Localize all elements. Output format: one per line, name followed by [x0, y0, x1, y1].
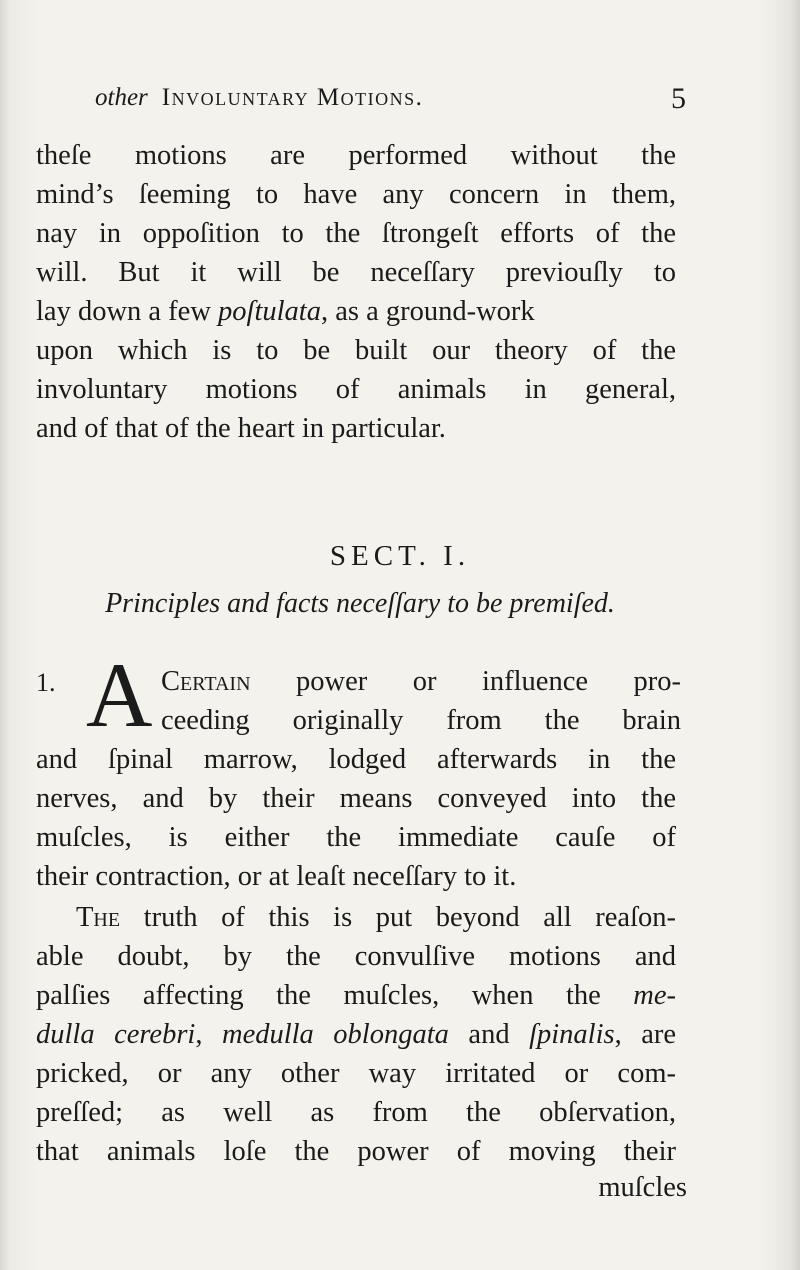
text-run: and — [448, 1019, 530, 1050]
text-run: power or influence pro- — [250, 666, 681, 697]
text-run: , are — [614, 1019, 677, 1050]
text-line: pricked, or any other way irritated or com- — [36, 1058, 676, 1089]
text-line — [36, 898, 676, 937]
text-line: and of that of the heart in particular. — [36, 413, 446, 444]
text-line: able doubt, by the convulſive motions and — [36, 941, 676, 972]
italic-term: ſpinalis — [529, 1019, 615, 1050]
text-run: , as a ground-work — [320, 296, 535, 327]
text-line: theſe motions are performed without the — [36, 140, 676, 171]
running-head-title: Involuntary Motions. — [161, 84, 424, 111]
page-number: 5 — [671, 82, 686, 115]
text-line: mind’s ſeeming to have any concern in them, — [36, 179, 676, 210]
text-line: involuntary motions of animals in general, — [36, 374, 676, 405]
lead-word: Certain — [161, 666, 251, 697]
text-line: nay in oppoſition to the ſtrongeſt efforts of the — [36, 218, 676, 249]
text-line — [36, 292, 676, 331]
text-run: lay down a few — [36, 296, 219, 327]
text-line: will. But it will be neceſſary previouſly to — [36, 257, 676, 288]
text-line — [36, 662, 681, 701]
running-head — [95, 84, 423, 112]
text-line — [36, 976, 676, 1015]
text-run: palſies affecting the muſcles, when the — [36, 980, 634, 1011]
text-run: , — [195, 1019, 222, 1050]
text-line: ceeding originally from the brain — [161, 705, 681, 736]
text-line: nerves, and by their means conveyed into the — [36, 783, 676, 814]
paragraph-top — [36, 136, 676, 448]
text-line: their contraction, or at leaſt neceſſary to it. — [36, 861, 517, 892]
section-heading: SECT. I. — [329, 540, 471, 572]
lead-word: The — [76, 902, 121, 933]
paragraph-1 — [36, 662, 681, 896]
text-line: and ſpinal marrow, lodged afterwards in the — [36, 744, 676, 775]
text-line: that animals loſe the power of moving their — [36, 1136, 676, 1167]
text-line: upon which is to be built our theory of the — [36, 335, 676, 366]
italic-term: poſtulata — [218, 296, 321, 327]
paragraph-2 — [36, 898, 676, 1171]
drop-capital: A — [86, 644, 153, 746]
text-line: muſcles, is either the immediate cauſe of — [36, 822, 676, 853]
page-header — [95, 84, 685, 124]
paragraph-number: 1. — [36, 668, 56, 697]
italic-term: dulla cerebri — [36, 1019, 196, 1050]
italic-term: medulla oblongata — [221, 1019, 449, 1050]
running-head-italic: other — [95, 84, 148, 111]
text-line — [36, 1015, 676, 1054]
text-run: truth of this is put beyond all reaſon- — [120, 902, 676, 933]
catchword: muſcles — [598, 1172, 687, 1203]
text-line: preſſed; as well as from the obſervation, — [36, 1097, 676, 1128]
section-subtitle: Principles and facts neceſſary to be premiſed. — [105, 588, 615, 619]
italic-term: me- — [633, 980, 676, 1011]
